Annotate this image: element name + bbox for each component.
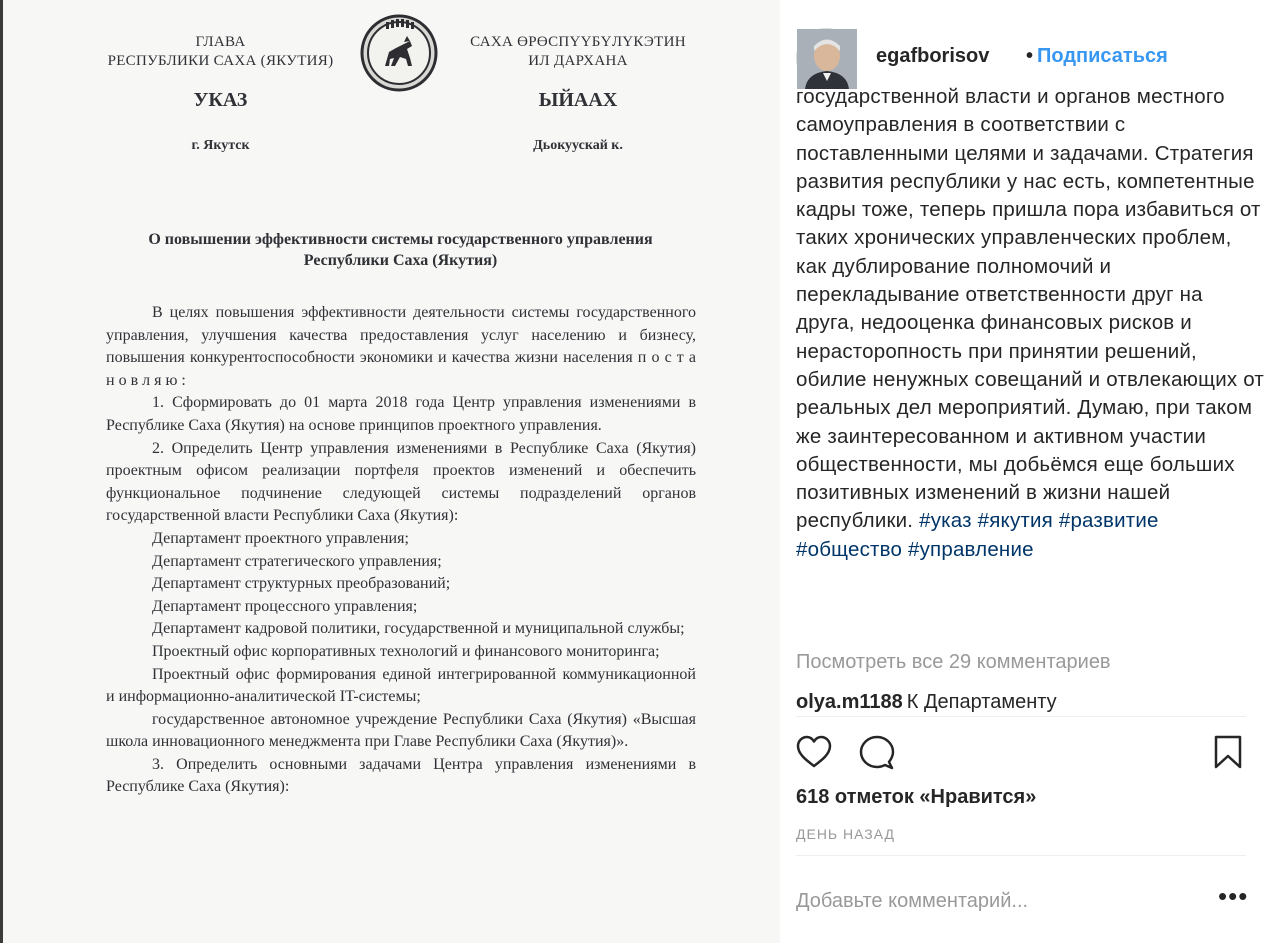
hashtag-link[interactable]: #развитие — [1058, 509, 1159, 533]
document-paragraph: 1. Сформировать до 01 марта 2018 года Центр управления изменениями в Республике Саха (Якутия) на основе принципов проектного управления. — [106, 394, 696, 434]
document-paragraph: Проектный офис корпоративных технологий и финансового мониторинга; — [152, 642, 660, 660]
decree-label-right: ЫЙААХ — [538, 89, 618, 111]
document-paragraph: В целях повышения эффективности деятельности системы государственного управления, улучшения качества предоставления услуг населению и бизнесу, повышения конкурентоспособности экономики и качества жизни населения п о с т а н о в л я ю : — [106, 304, 696, 389]
divider — [796, 716, 1246, 717]
caption-text: местного самоуправления в соответствии с поставленными целями и задачами. Стратегия развития республики у нас есть, компетентные кадры тоже, теперь пришла пора избавиться от таких хронических управленческих проблем, как дублирование полномочий и перекладывание ответственности друг на друга, недооценка финансовых рисков и нерасторопность при принятии решений, обилие ненужных совещаний и отвлекающих от реальных дел мероприятий. Думаю, при таком же заинтересованном и активном участии общественности, мы добьёмся еще больших позитивных изменений в жизни нашей республики. — [796, 85, 1264, 533]
profile-photo-icon — [797, 29, 857, 89]
header-left-line: ГЛАВА — [195, 34, 246, 50]
header-right-line: ИЛ ДАРХАНА — [528, 53, 628, 69]
caption — [796, 83, 1266, 564]
heart-icon[interactable] — [796, 735, 832, 769]
comment-item — [796, 691, 1057, 714]
document-title-line: О повышении эффективности системы государственного управления — [148, 231, 653, 248]
comment-text: К Департаменту — [906, 691, 1057, 713]
add-comment-input[interactable] — [796, 876, 1196, 926]
document-title-line: Республики Саха (Якутия) — [303, 252, 498, 269]
caption-cutoff-line: государственной власти и органов — [796, 85, 1131, 108]
header-left — [98, 33, 343, 71]
separator-dot: • — [1026, 45, 1034, 67]
comment-username-link[interactable]: olya.m1188 — [796, 691, 903, 713]
document-paragraph: Департамент проектного управления; — [152, 529, 409, 547]
follow-button[interactable] — [1026, 45, 1168, 68]
avatar[interactable] — [796, 28, 856, 88]
document-body — [106, 302, 696, 799]
emblem-icon — [360, 14, 438, 92]
decree-label-left: УКАЗ — [193, 89, 248, 111]
document-paragraph: 2. Определить Центр управления изменениями в Республике Саха (Якутия) проектным офисом реализации портфеля проектов изменений и обеспечить функциональное подчинение следующей системы подразделений органов государственной власти Республики Саха (Якутия): — [106, 439, 696, 525]
city-right: Дьокуускай к. — [533, 138, 623, 153]
hashtag-link[interactable]: #общество — [796, 537, 903, 561]
document-title — [103, 229, 698, 271]
document-paragraph: Проектный офис формирования единой интегрированной коммуникационной и информационно-аналитической IT-системы; — [106, 665, 696, 706]
more-icon: ••• — [1218, 881, 1249, 911]
hashtag-link[interactable]: #управление — [908, 537, 1034, 561]
document-paragraph: Департамент структурных преобразований; — [152, 575, 451, 593]
divider — [796, 855, 1246, 856]
document-paragraph: Департамент кадровой политики, государственной и муниципальной службы; — [152, 620, 685, 638]
post-panel — [780, 0, 1280, 943]
hashtag-link[interactable]: #якутия — [977, 509, 1053, 533]
caption-scroll-area[interactable] — [796, 85, 1266, 640]
document-paragraph: Департамент стратегического управления; — [152, 552, 442, 570]
more-options-button[interactable] — [1218, 881, 1249, 911]
view-all-comments-link[interactable]: Посмотреть все 29 комментариев — [796, 651, 1111, 673]
header-right — [448, 33, 708, 71]
bookmark-icon[interactable] — [1214, 735, 1242, 769]
document-paragraph: 3. Определить основными задачами Центра управления изменениями в Республике Саха (Якутия): — [106, 755, 696, 796]
city-left: г. Якутск — [191, 138, 250, 153]
likes-count[interactable]: 618 отметок «Нравится» — [796, 786, 1037, 808]
header-right-line: САХА ӨРӨСПҮҮБҮЛҮКЭТИН — [470, 34, 686, 50]
document-paragraph: государственное автономное учреждение Республики Саха (Якутия) «Высшая школа инновационного менеджмента при Главе Республики Саха (Якутия)». — [106, 710, 696, 751]
hashtag-link[interactable]: #указ — [919, 509, 972, 533]
follow-label: Подписаться — [1037, 45, 1168, 67]
comment-icon[interactable] — [859, 735, 895, 771]
username-link[interactable]: egafborisov — [876, 45, 990, 67]
post-timestamp[interactable]: ДЕНЬ НАЗАД — [796, 826, 896, 842]
document-paragraph: Департамент процессного управления; — [152, 597, 418, 615]
header-left-line: РЕСПУБЛИКИ САХА (ЯКУТИЯ) — [107, 53, 334, 69]
